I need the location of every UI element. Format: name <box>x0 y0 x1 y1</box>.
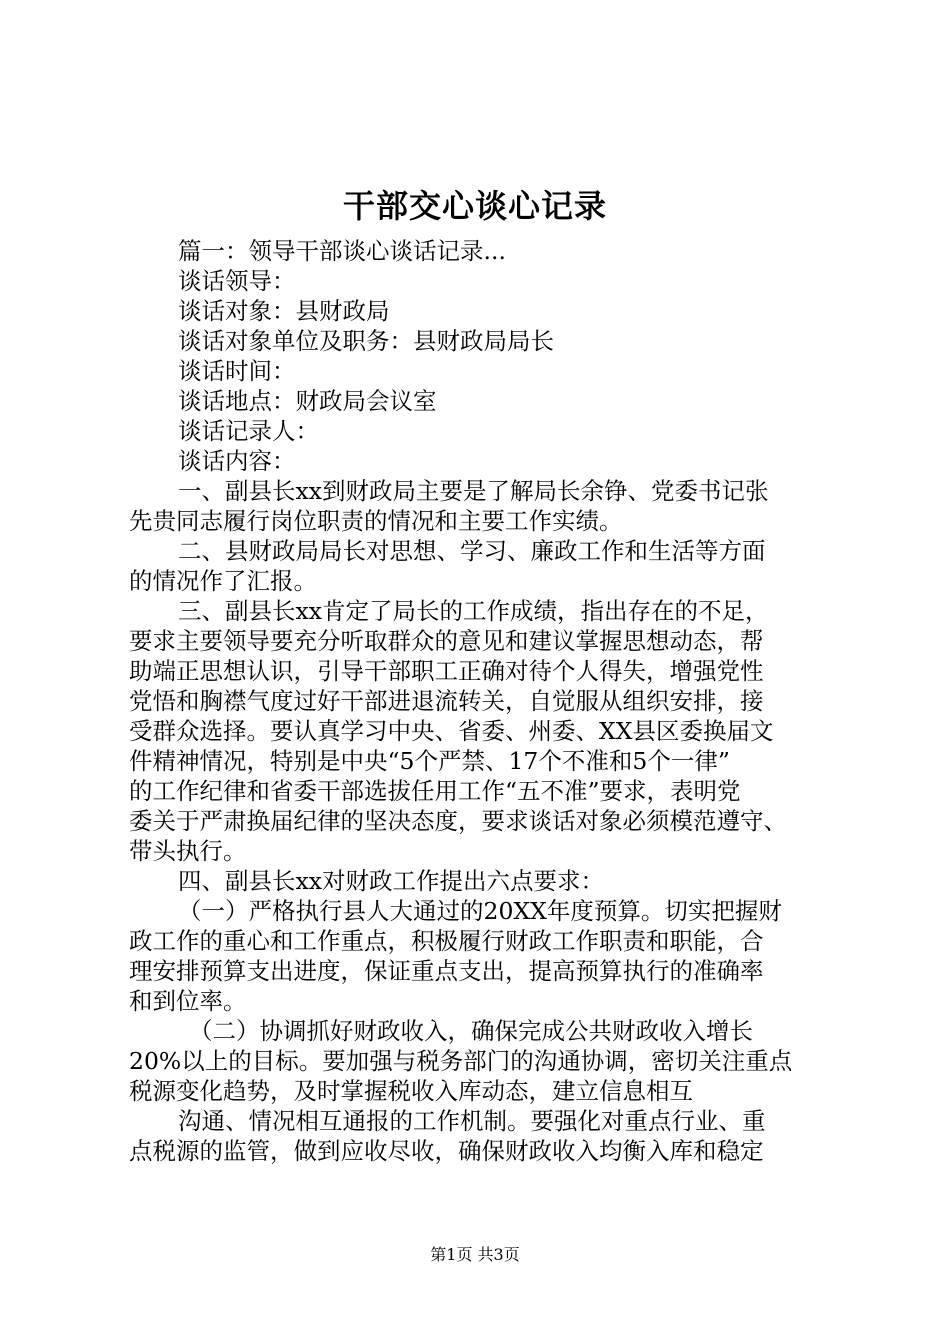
text-line: 理安排预算支出进度，保证重点支出，提高预算执行的准确率 <box>129 957 764 985</box>
text-line: 党悟和胸襟气度过好干部进退流转关，自觉服从组织安排，接 <box>129 687 764 715</box>
text-line: 谈话记录人： <box>178 417 319 445</box>
text-line: 谈话内容： <box>178 447 296 475</box>
page-title: 干部交心谈心记录 <box>342 187 607 225</box>
text-line: 谈话时间： <box>178 357 296 385</box>
text-line: 二、县财政局局长对思想、学习、廉政工作和生活等方面 <box>178 537 766 565</box>
text-line: 要求主要领导要充分听取群众的意见和建议掌握思想动态，帮 <box>129 627 764 655</box>
text-line: 20%以上的目标。要加强与税务部门的沟通协调，密切关注重点 <box>129 1047 793 1075</box>
text-line: 四、副县长xx对财政工作提出六点要求： <box>178 867 605 895</box>
text-line: 委关于严肃换届纪律的坚决态度，要求谈话对象必须模范遵守、 <box>129 807 787 835</box>
text-line: 三、副县长xx肯定了局长的工作成绩，指出存在的不足， <box>178 597 769 625</box>
text-line: 谈话对象：县财政局 <box>178 297 390 325</box>
text-line: 税源变化趋势，及时掌握税收入库动态，建立信息相互 <box>129 1077 693 1105</box>
text-line: 件精神情况，特别是中央“5个严禁、17个不准和5个一律” <box>129 747 730 775</box>
document-body <box>129 236 839 1166</box>
text-line: 谈话地点：财政局会议室 <box>178 387 437 415</box>
text-line: 沟通、情况相互通报的工作机制。要强化对重点行业、重 <box>178 1107 766 1135</box>
text-line: 谈话领导： <box>178 267 296 295</box>
text-line: 受群众选择。要认真学习中央、省委、州委、XX县区委换届文 <box>129 717 774 745</box>
text-line: 的情况作了汇报。 <box>129 567 317 595</box>
text-line: 点税源的监管，做到应收尽收，确保财政收入均衡入库和稳定 <box>129 1137 764 1165</box>
text-line: （一）严格执行县人大通过的20XX年度预算。切实把握财 <box>178 897 782 925</box>
text-line: 带头执行。 <box>129 837 247 865</box>
text-line: （二）协调抓好财政收入，确保完成公共财政收入增长 <box>189 1017 753 1045</box>
text-line: 先贵同志履行岗位职责的情况和主要工作实绩。 <box>129 507 623 535</box>
text-line: 政工作的重心和工作重点，积极履行财政工作职责和职能，合 <box>129 927 764 955</box>
text-line: 篇一：领导干部谈心谈话记录... <box>178 237 506 265</box>
text-line: 的工作纪律和省委干部选拔任用工作“五不准”要求，表明党 <box>129 777 741 805</box>
text-line: 和到位率。 <box>129 987 247 1015</box>
text-line: 一、副县长xx到财政局主要是了解局长余铮、党委书记张 <box>178 477 769 505</box>
text-line: 谈话对象单位及职务：县财政局局长 <box>178 327 554 355</box>
text-line: 助端正思想认识，引导干部职工正确对待个人得失，增强党性 <box>129 657 764 685</box>
page-footer: 第1页 共3页 <box>430 1245 520 1264</box>
